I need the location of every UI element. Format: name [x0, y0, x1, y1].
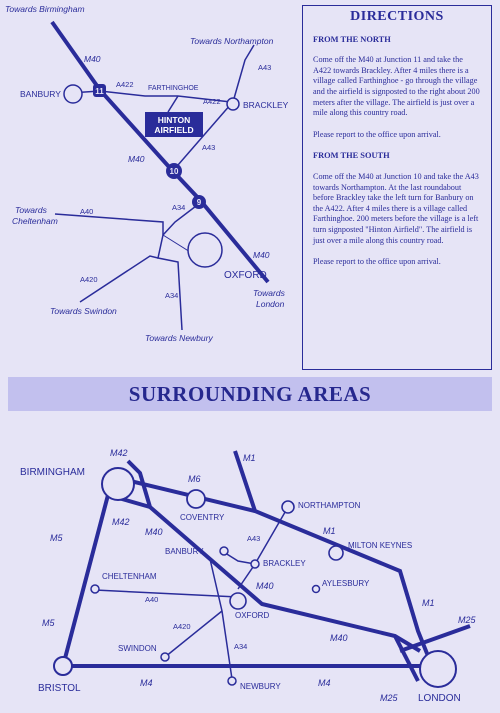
from-north-heading: FROM THE NORTH: [313, 34, 391, 44]
bristol-label: BRISTOL: [38, 683, 81, 694]
oxford-circle: [230, 593, 246, 609]
a43-label-b: A43: [202, 143, 216, 152]
m4-label-b: M4: [318, 678, 331, 688]
towards-northampton-label: Towards Northampton: [190, 36, 274, 46]
m6-label: M6: [188, 474, 201, 484]
banbury-circle: [220, 547, 228, 555]
towards-swindon-label: Towards Swindon: [50, 306, 117, 316]
oxford-circle: [188, 233, 222, 267]
m40-label-a: M40: [145, 527, 163, 537]
surrounding-areas-map: [0, 411, 500, 713]
birmingham-circle: [102, 468, 134, 500]
brackley-label: BRACKLEY: [243, 100, 289, 110]
from-south-report: Please report to the office upon arrival.: [313, 257, 441, 267]
from-south-text: Come off the M40 at Junction 10 and take the A43 towards Northampton. At the last roundabout before Brackley take the left turn for Banbury on the A422. After 4 miles there is a village called Farthinghoe. 200 meters before the village is a left turn signposted "Hinton Airfield". The airfield is just over a mile along this country road.: [313, 171, 479, 245]
directions-panel: [302, 5, 492, 370]
milton-keynes-label: MILTON KEYNES: [348, 541, 413, 550]
a40-road: [55, 214, 163, 235]
northampton-label: NORTHAMPTON: [298, 501, 361, 510]
brackley-circle: [227, 98, 239, 110]
m1-label-b: M1: [323, 526, 336, 536]
a43-road-north: [233, 45, 254, 102]
aylesbury-label: AYLESBURY: [322, 579, 370, 588]
m1-label-a: M1: [243, 453, 256, 463]
aylesbury-circle: [313, 586, 320, 593]
a34-label-b: A34: [165, 291, 179, 300]
a34-label: A34: [234, 642, 248, 651]
coventry-label: COVENTRY: [180, 513, 225, 522]
london-label: LONDON: [418, 693, 461, 704]
a34-road: [158, 203, 200, 330]
banbury-circle: [64, 85, 82, 103]
a40-label: A40: [145, 595, 159, 604]
m25-label-a: M25: [458, 615, 476, 625]
a422-label-b: A422: [203, 97, 221, 106]
m25-label-b: M25: [380, 693, 398, 703]
surrounding-areas-banner: [8, 377, 492, 411]
towards-london-label-1: Towards: [253, 288, 285, 298]
cheltenham-circle: [91, 585, 99, 593]
a43-label-a: A43: [258, 63, 272, 72]
from-north-text: Come off the M40 at Junction 11 and take the A422 towards Brackley. After 4 miles there is a village called Farthinghoe - go through the village and the airfield is signposted to the right about 200 meters after the village. The airfield is just over a mile along this country road.: [313, 55, 480, 118]
towards-london-label-2: London: [256, 299, 285, 309]
a420-road: [165, 611, 222, 657]
from-south-heading: FROM THE SOUTH: [313, 151, 390, 161]
oxford-label: OXFORD: [235, 611, 270, 620]
a43-label: A43: [247, 534, 261, 543]
bristol-circle: [54, 657, 72, 675]
a420-label: A420: [173, 622, 191, 631]
swindon-circle: [161, 653, 169, 661]
newbury-label: NEWBURY: [240, 682, 281, 691]
m5-label-a: M5: [50, 533, 63, 543]
newbury-circle: [228, 677, 236, 685]
farthinghoe-spur: [168, 96, 178, 112]
brackley-label: BRACKLEY: [263, 559, 306, 568]
cheltenham-label: CHELTENHAM: [102, 572, 157, 581]
oxford-label: OXFORD: [224, 270, 267, 281]
m40-label-b: M40: [128, 154, 145, 164]
surrounding-areas-title: SURROUNDING AREAS: [128, 381, 372, 406]
m40-label-a: M40: [84, 54, 101, 64]
birmingham-label: BIRMINGHAM: [20, 467, 85, 478]
m40-label-c: M40: [253, 250, 270, 260]
junction-9-label: 9: [196, 198, 202, 207]
local-route-map: [0, 0, 300, 372]
banbury-label: BANBURY: [20, 89, 61, 99]
towards-birmingham-label: Towards Birmingham: [5, 4, 85, 14]
towards-newbury-label: Towards Newbury: [145, 333, 213, 343]
m42-label-b: M42: [112, 517, 130, 527]
a40-label: A40: [80, 207, 94, 216]
hinton-label-line-1: HINTON: [157, 115, 191, 125]
towards-cheltenham-label-1: Towards: [15, 205, 47, 215]
a43-road: [238, 507, 288, 589]
coventry-circle: [187, 490, 205, 508]
london-circle: [420, 651, 456, 687]
directions-title: DIRECTIONS: [350, 9, 444, 24]
farthinghoe-label: FARTHINGHOE: [148, 85, 199, 92]
hinton-label-line-2: AIRFIELD: [154, 125, 194, 135]
towards-cheltenham-label-2: Cheltenham: [12, 216, 58, 226]
a40-road: [95, 590, 238, 597]
m42-label: M42: [110, 448, 128, 458]
m4-label-a: M4: [140, 678, 153, 688]
m1-label-c: M1: [422, 598, 435, 608]
m40-label-b: M40: [256, 581, 274, 591]
m5-label-b: M5: [42, 618, 55, 628]
brackley-circle: [251, 560, 259, 568]
from-north-report: Please report to the office upon arrival.: [313, 129, 441, 139]
m6-road: [118, 478, 255, 511]
a420-label: A420: [80, 275, 98, 284]
northampton-circle: [282, 501, 294, 513]
banbury-label: BANBURY: [165, 547, 204, 556]
swindon-label: SWINDON: [118, 644, 157, 653]
junction-10-label: 10: [169, 167, 179, 176]
m40-label-c: M40: [330, 633, 348, 643]
a422-label-a: A422: [116, 80, 134, 89]
a34-label-a: A34: [172, 203, 186, 212]
junction-11-label: 11: [95, 87, 104, 96]
milton-keynes-circle: [329, 546, 343, 560]
